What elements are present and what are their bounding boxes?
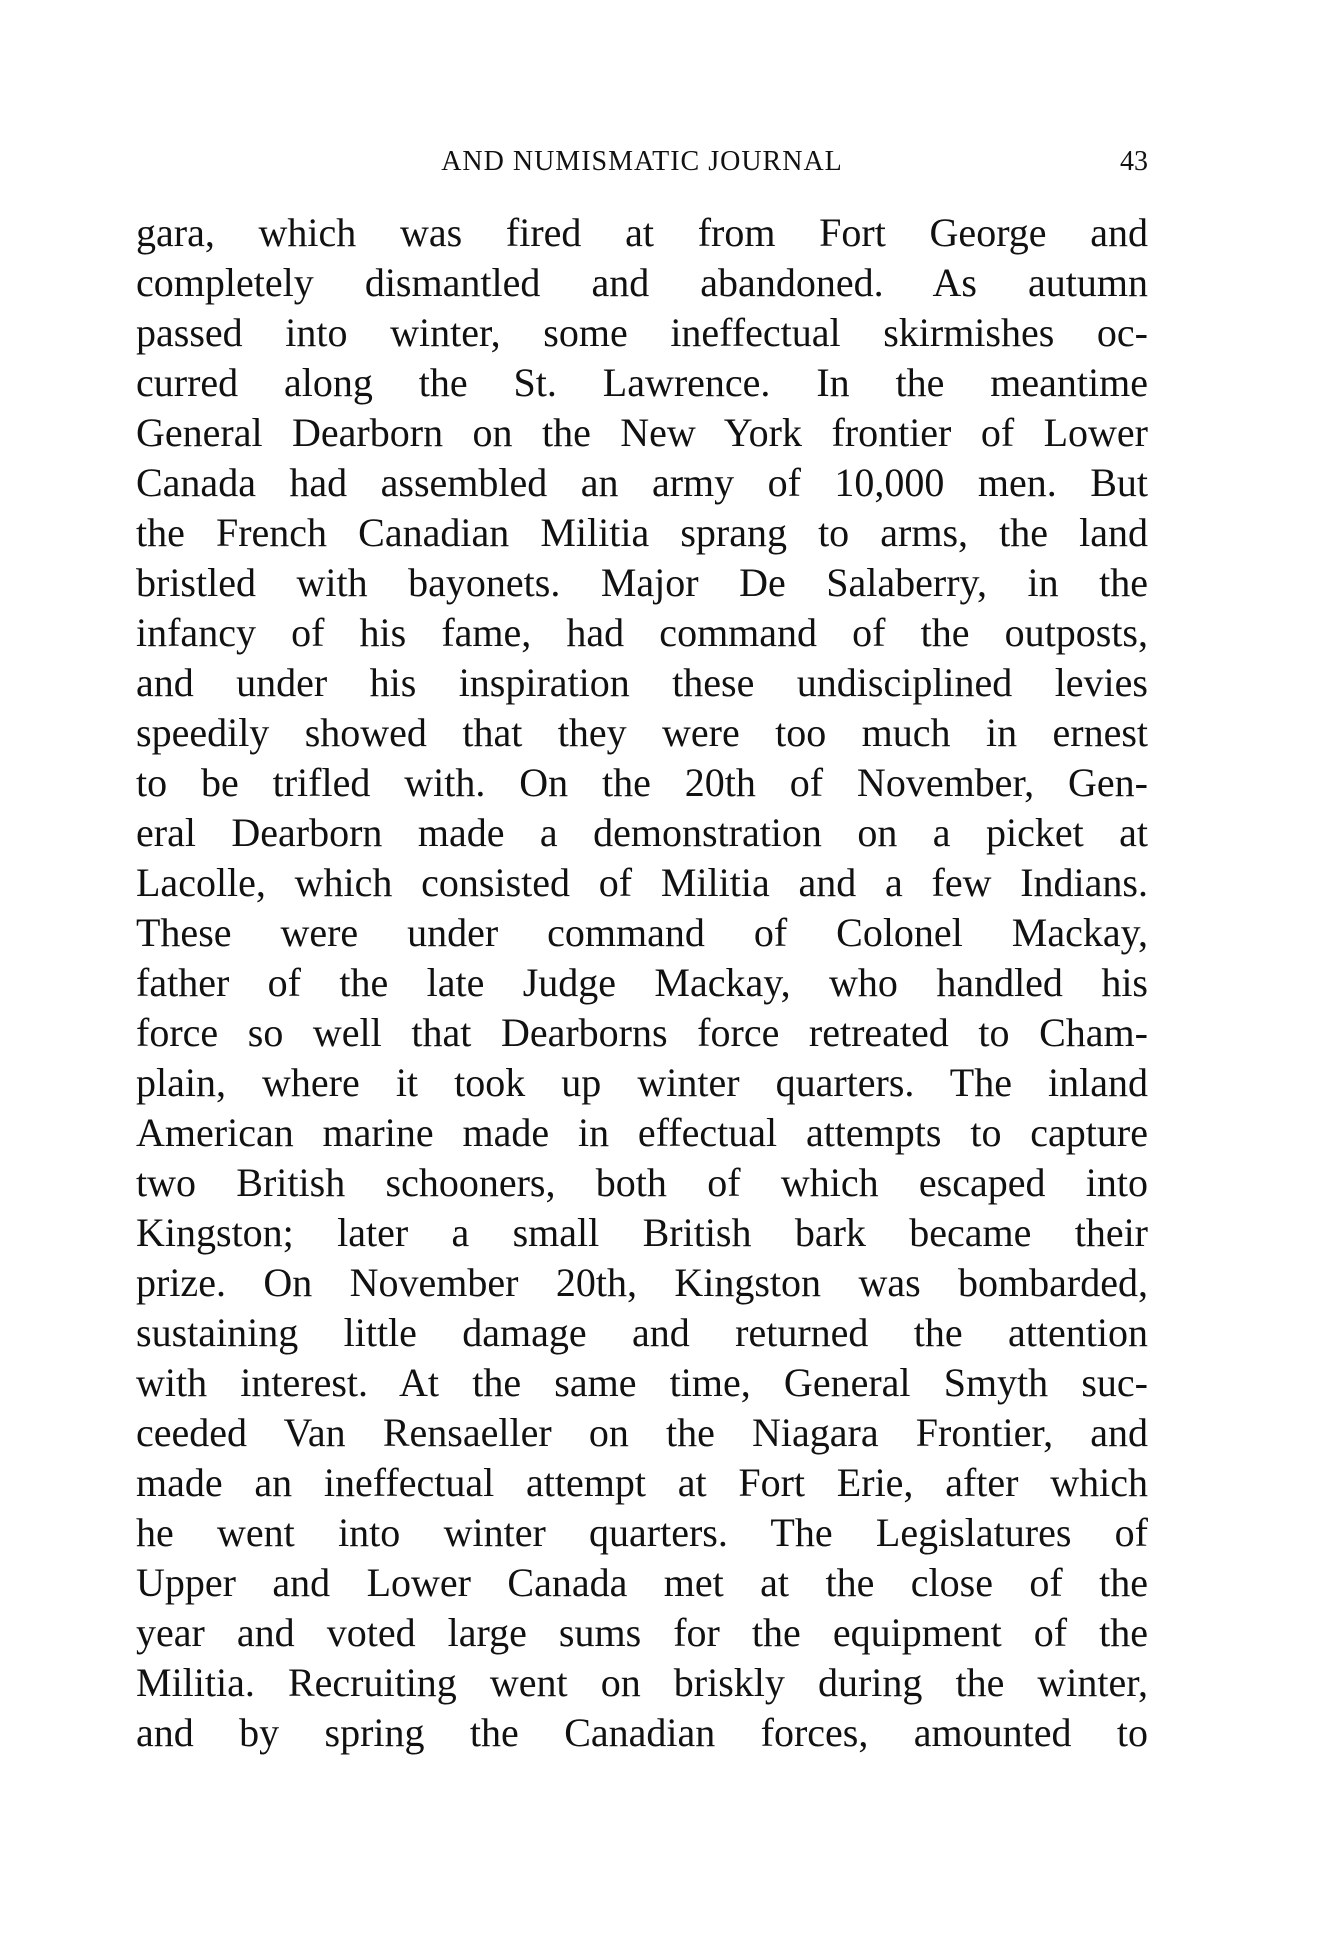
- text-line: and under his inspiration these undisciplined levies: [136, 660, 1148, 705]
- text-line: to be trifled with. On the 20th of November, Gen-: [136, 760, 1148, 805]
- text-line: year and voted large sums for the equipment of the: [136, 1610, 1148, 1655]
- text-line: Kingston; later a small British bark became their: [136, 1210, 1148, 1255]
- text-line: bristled with bayonets. Major De Salaberry, in the: [136, 560, 1148, 605]
- text-line: made an ineffectual attempt at Fort Erie, after which: [136, 1460, 1148, 1505]
- body-text: [136, 208, 1148, 1758]
- text-line: General Dearborn on the New York frontier of Lower: [136, 410, 1148, 455]
- text-line: with interest. At the same time, General Smyth suc-: [136, 1360, 1148, 1405]
- text-line: gara, which was fired at from Fort George and: [136, 210, 1148, 255]
- text-line: infancy of his fame, had command of the outposts,: [136, 610, 1148, 655]
- text-line: curred along the St. Lawrence. In the meantime: [136, 360, 1148, 405]
- text-line: passed into winter, some ineffectual skirmishes oc-: [136, 310, 1148, 355]
- running-head: [136, 140, 1148, 184]
- text-line: ceeded Van Rensaeller on the Niagara Frontier, and: [136, 1410, 1148, 1455]
- text-line: These were under command of Colonel Mackay,: [136, 910, 1148, 955]
- text-line: sustaining little damage and returned the attention: [136, 1310, 1148, 1355]
- text-line: eral Dearborn made a demonstration on a picket at: [136, 810, 1148, 855]
- text-line: father of the late Judge Mackay, who handled his: [136, 960, 1148, 1005]
- text-line: Lacolle, which consisted of Militia and a few Indians.: [136, 860, 1148, 905]
- text-line: speedily showed that they were too much in ernest: [136, 710, 1148, 755]
- page-number: 43: [1120, 146, 1148, 177]
- text-line: and by spring the Canadian forces, amounted to: [136, 1710, 1148, 1755]
- text-line: he went into winter quarters. The Legislatures of: [136, 1510, 1148, 1555]
- journal-title: AND NUMISMATIC JOURNAL: [441, 146, 843, 177]
- text-line: two British schooners, both of which escaped into: [136, 1160, 1148, 1205]
- text-line: force so well that Dearborns force retreated to Cham-: [136, 1010, 1148, 1055]
- text-line: plain, where it took up winter quarters. The inland: [136, 1060, 1148, 1105]
- text-line: the French Canadian Militia sprang to arms, the land: [136, 510, 1148, 555]
- text-line: completely dismantled and abandoned. As autumn: [136, 260, 1148, 305]
- text-line: Canada had assembled an army of 10,000 men. But: [136, 460, 1148, 505]
- text-line: prize. On November 20th, Kingston was bombarded,: [136, 1260, 1148, 1305]
- text-line: Upper and Lower Canada met at the close of the: [136, 1560, 1148, 1605]
- text-line: Militia. Recruiting went on briskly during the winter,: [136, 1660, 1148, 1705]
- text-line: American marine made in effectual attempts to capture: [136, 1110, 1148, 1155]
